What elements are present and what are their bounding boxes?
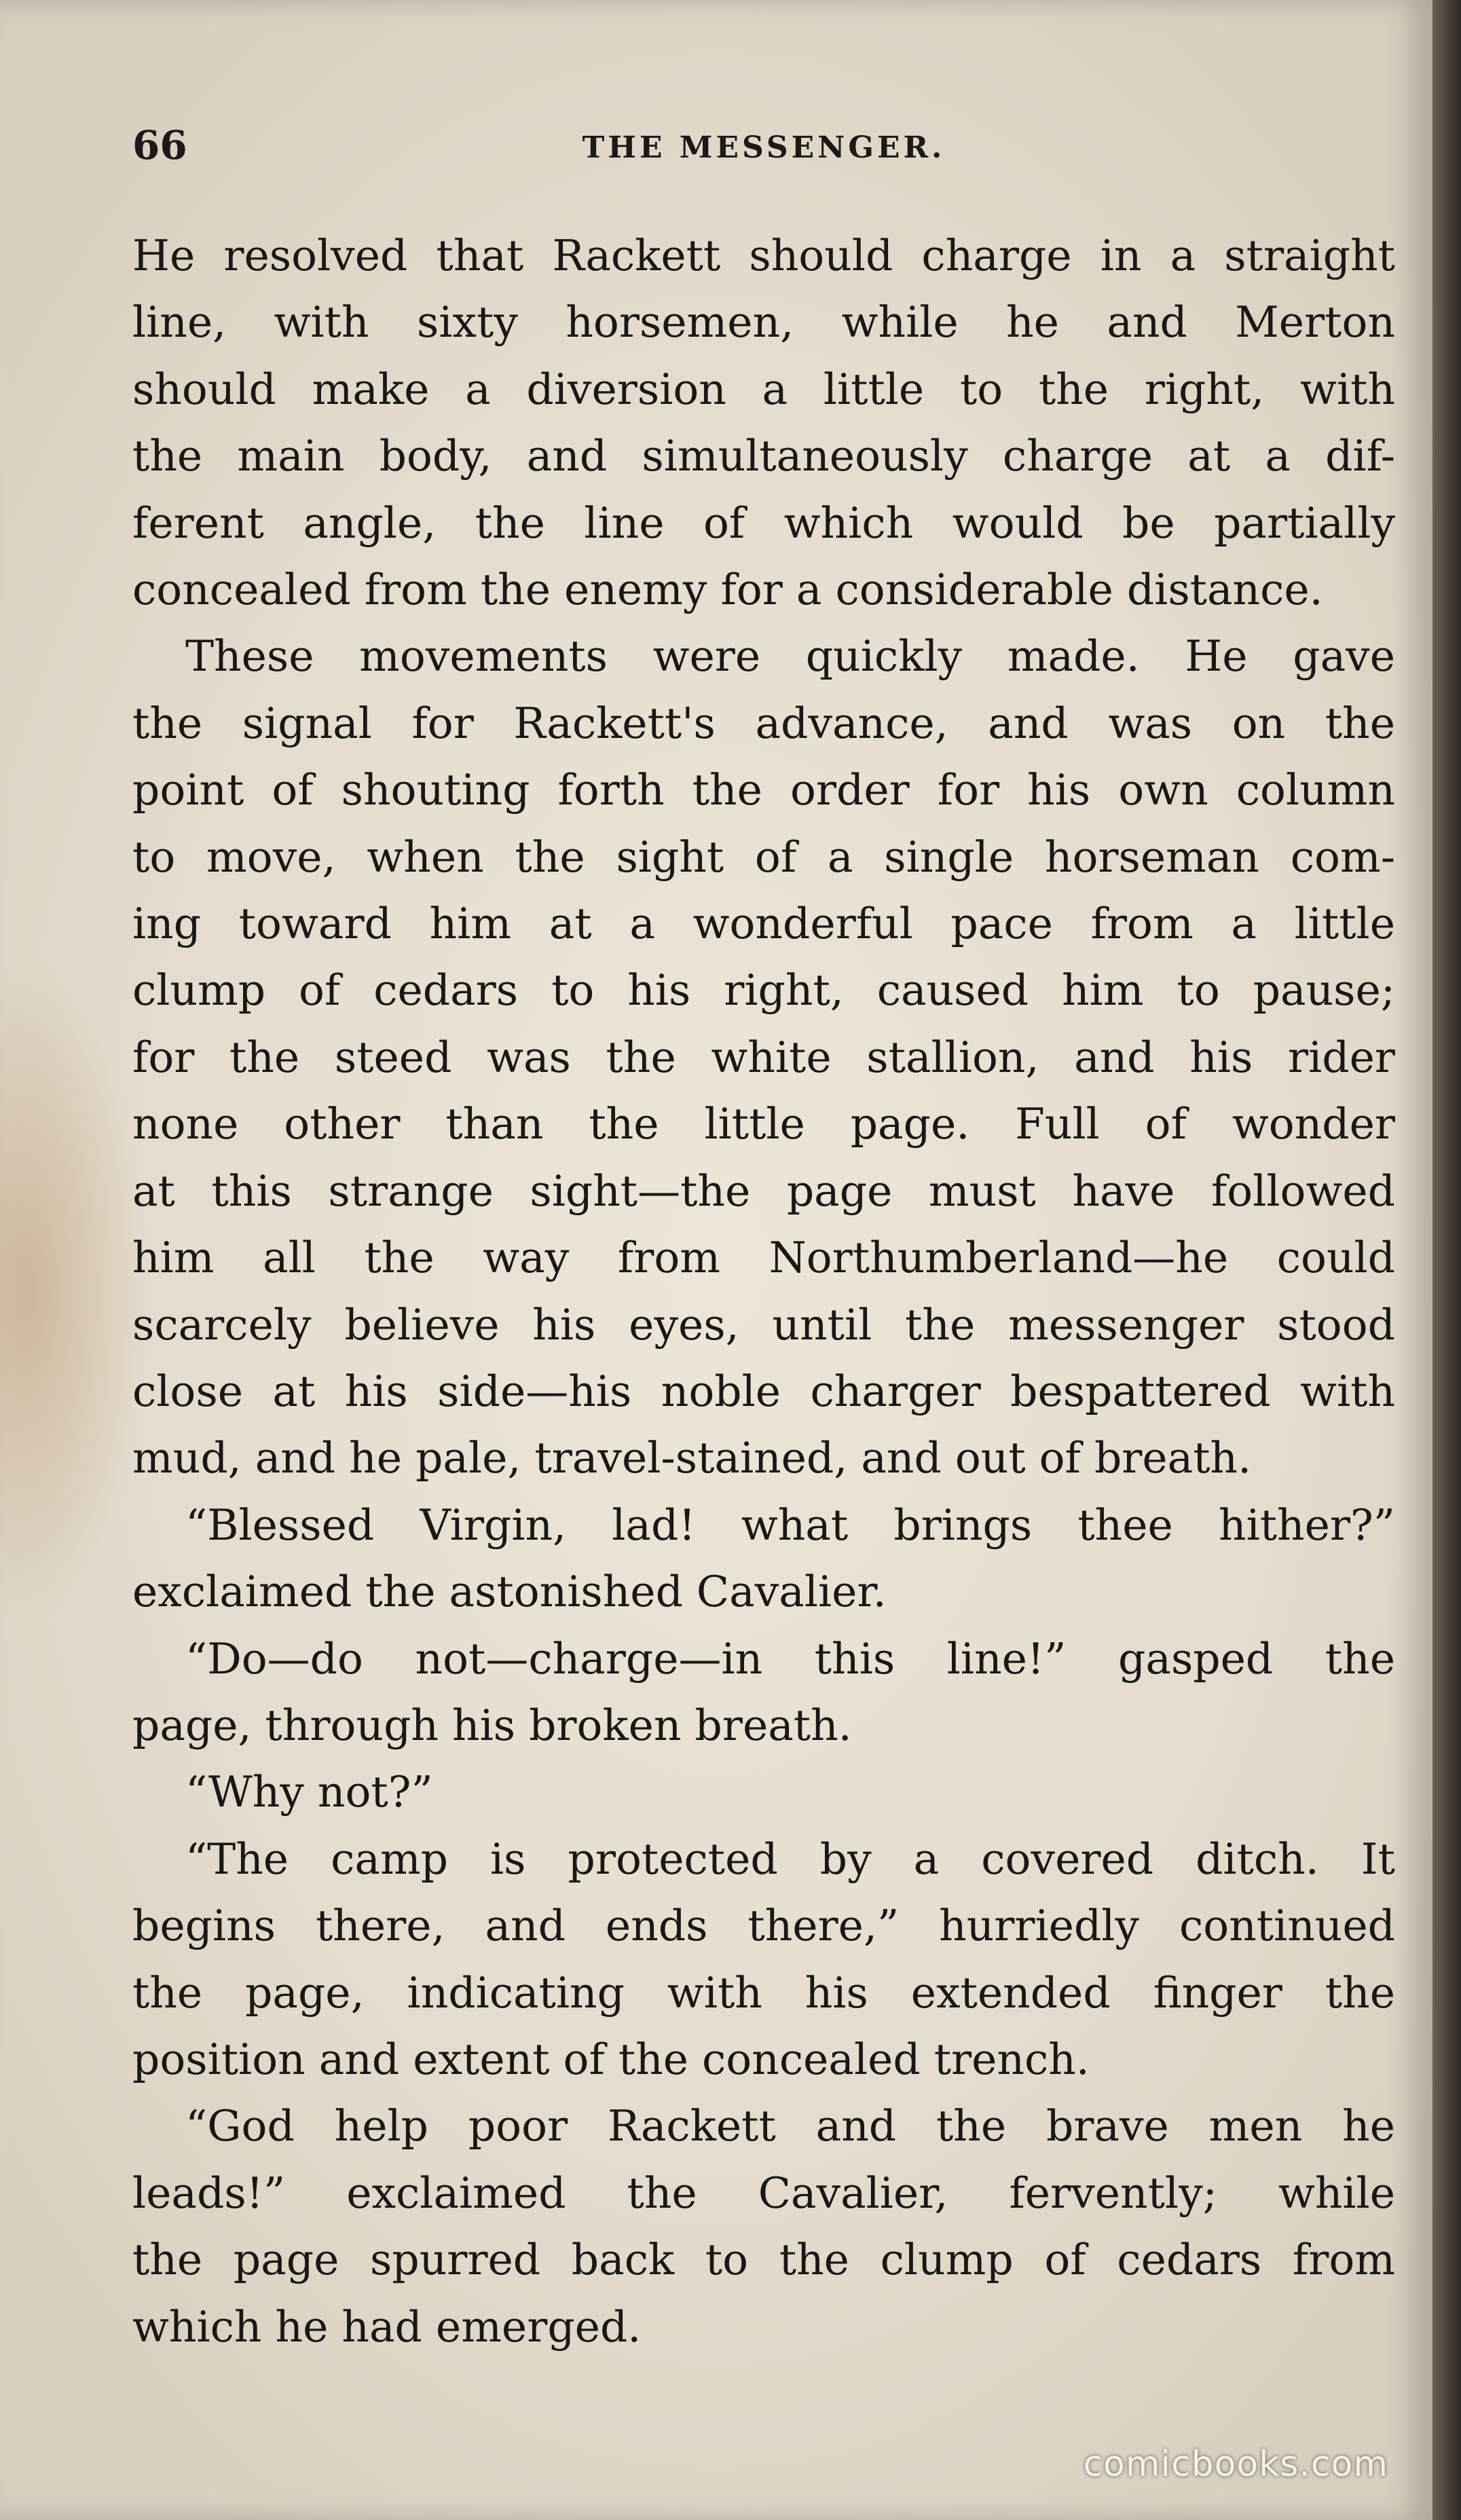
text-line: These movements were quickly made. He gave	[185, 631, 1395, 682]
text-line: “Blessed Virgin, lad! what brings thee hither?”	[185, 1500, 1395, 1550]
text-line: “Do—do not—charge—in this line!” gasped the	[185, 1633, 1395, 1684]
text-line: ferent angle, the line of which would be partially	[132, 498, 1395, 548]
text-line: line, with sixty horsemen, while he and Merton	[132, 297, 1395, 348]
text-line: him all the way from Northumberland—he could	[132, 1233, 1395, 1283]
text-line: the page spurred back to the clump of cedars from	[132, 2235, 1395, 2285]
text-line: “Why not?”	[185, 1767, 433, 1817]
text-line: leads!” exclaimed the Cavalier, fervently; while	[132, 2168, 1395, 2218]
text-line: point of shouting forth the order for his own column	[132, 765, 1395, 815]
paragraph	[132, 2093, 1395, 2360]
text-line: to move, when the sight of a single horseman com-	[132, 832, 1395, 882]
page-header	[132, 122, 1395, 177]
paragraph	[132, 1492, 1395, 1626]
text-line: the main body, and simultaneously charge at a dif-	[132, 431, 1395, 481]
text-line: begins there, and ends there,” hurriedly continued	[132, 1901, 1395, 1951]
body-text	[132, 223, 1395, 2360]
paragraph	[132, 223, 1395, 623]
paragraph	[132, 1826, 1395, 2094]
text-line: position and extent of the concealed trench.	[132, 2034, 1090, 2084]
text-line: close at his side—his noble charger bespattered with	[132, 1366, 1395, 1416]
text-line: clump of cedars to his right, caused him to pause;	[132, 965, 1395, 1016]
watermark: comicbooks.com	[1083, 2444, 1388, 2485]
text-line: page, through his broken breath.	[132, 1700, 852, 1750]
text-line: concealed from the enemy for a considerable distance.	[132, 565, 1323, 615]
text-line: which he had emerged.	[132, 2301, 642, 2352]
text-line: the page, indicating with his extended finger the	[132, 1967, 1395, 2018]
text-line: ing toward him at a wonderful pace from a little	[132, 899, 1395, 949]
text-line: should make a diversion a little to the right, with	[132, 364, 1395, 414]
paragraph	[132, 1626, 1395, 1760]
text-line: at this strange sight—the page must have followed	[132, 1166, 1395, 1216]
page-number: 66	[132, 122, 187, 168]
text-line: for the steed was the white stallion, and his rider	[132, 1032, 1395, 1082]
text-line: He resolved that Rackett should charge in a straight	[132, 231, 1395, 280]
book-spine-shadow	[1432, 0, 1461, 2520]
text-line: mud, and he pale, travel-stained, and out of breath.	[132, 1433, 1252, 1483]
running-head: THE MESSENGER.	[582, 130, 946, 165]
text-line: exclaimed the astonished Cavalier.	[132, 1567, 887, 1617]
text-line: “The camp is protected by a covered ditch. It	[185, 1834, 1395, 1884]
paragraph	[132, 1759, 1395, 1826]
text-line: none other than the little page. Full of wonder	[132, 1099, 1395, 1149]
text-line: the signal for Rackett's advance, and was on the	[132, 698, 1395, 748]
text-line: “God help poor Rackett and the brave men he	[185, 2101, 1395, 2151]
paragraph	[132, 623, 1395, 1491]
text-line: scarcely believe his eyes, until the messenger stood	[132, 1299, 1395, 1350]
